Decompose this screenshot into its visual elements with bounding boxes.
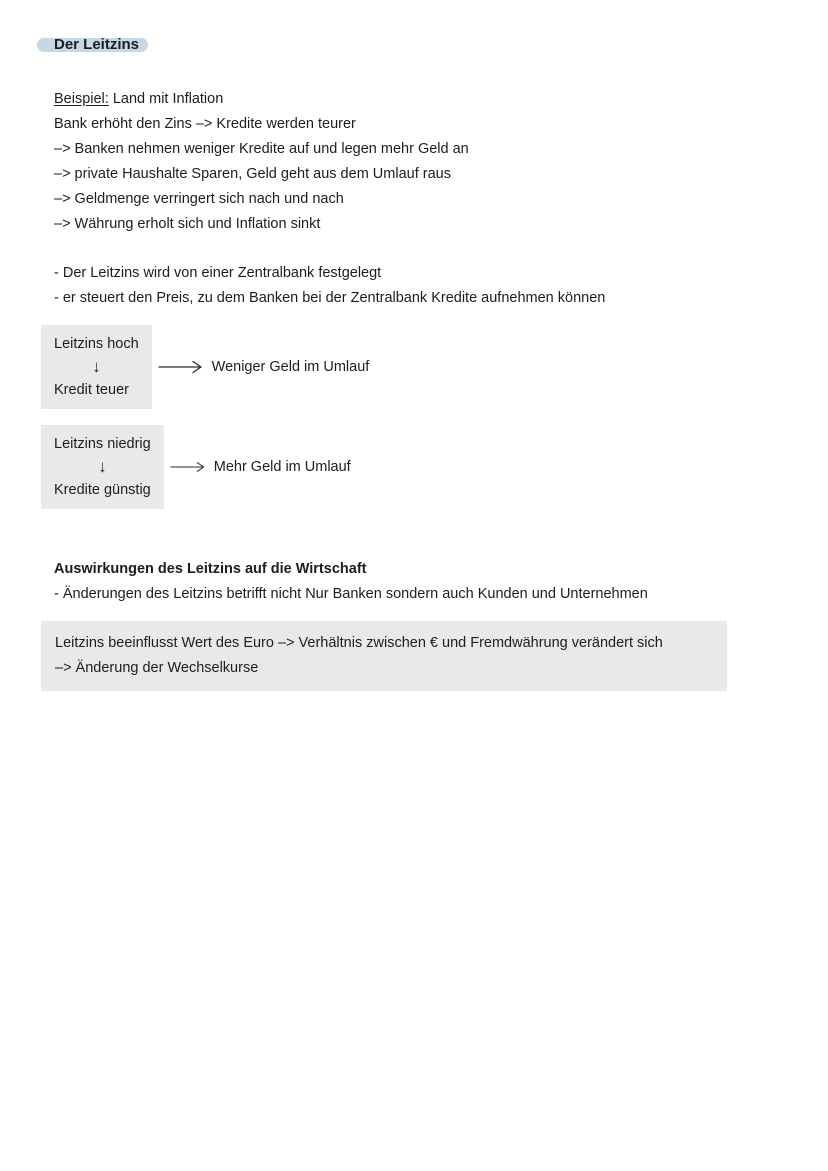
arrow-right-icon <box>170 460 206 474</box>
effects-line: - Änderungen des Leitzins betrifft nicht Nur Banken sondern auch Kunden und Unternehmen <box>54 586 648 602</box>
facts-section <box>54 261 774 311</box>
leitzins-niedrig-diagram <box>41 425 774 509</box>
box-top-label: Leitzins niedrig <box>54 436 151 452</box>
example-line: –> Banken nehmen weniger Kredite auf und legen mehr Geld an <box>54 141 469 157</box>
box-bottom-label: Kredit teuer <box>54 382 129 398</box>
example-line: –> Geldmenge verringert sich nach und nach <box>54 191 344 207</box>
note-line: –> Änderung der Wechselkurse <box>55 660 259 676</box>
leitzins-hoch-diagram <box>41 325 774 409</box>
arrow-down-icon: ↓ <box>92 357 101 376</box>
leitzins-niedrig-box <box>41 425 164 509</box>
note-box <box>41 621 727 691</box>
note-line: Leitzins beeinflusst Wert des Euro –> Verhältnis zwischen € und Fremdwährung verändert sich <box>55 635 663 651</box>
example-line: Bank erhöht den Zins –> Kredite werden teurer <box>54 116 356 132</box>
fact-line: - Der Leitzins wird von einer Zentralbank festgelegt <box>54 265 382 281</box>
example-lead-line <box>54 87 774 112</box>
example-line: –> private Haushalte Sparen, Geld geht aus dem Umlauf raus <box>54 166 451 182</box>
title-row <box>54 36 774 54</box>
example-lead-text: Land mit Inflation <box>108 91 224 107</box>
arrow-down-icon: ↓ <box>98 457 107 476</box>
example-section <box>54 87 774 237</box>
example-line: –> Währung erholt sich und Inflation sinkt <box>54 216 321 232</box>
leitzins-hoch-box <box>41 325 152 409</box>
diagram-result-label: Weniger Geld im Umlauf <box>211 359 370 375</box>
box-bottom-label: Kredite günstig <box>54 482 151 498</box>
effects-heading: Auswirkungen des Leitzins auf die Wirtschaft <box>54 561 367 577</box>
page-title: Der Leitzins <box>54 36 140 53</box>
arrow-right-icon <box>158 360 204 374</box>
effects-section <box>54 557 774 607</box>
fact-line: - er steuert den Preis, zu dem Banken bei der Zentralbank Kredite aufnehmen können <box>54 290 606 306</box>
box-top-label: Leitzins hoch <box>54 336 139 352</box>
diagram-result-label: Mehr Geld im Umlauf <box>213 459 351 475</box>
example-label: Beispiel: <box>54 91 109 107</box>
title-wrap <box>54 36 139 54</box>
